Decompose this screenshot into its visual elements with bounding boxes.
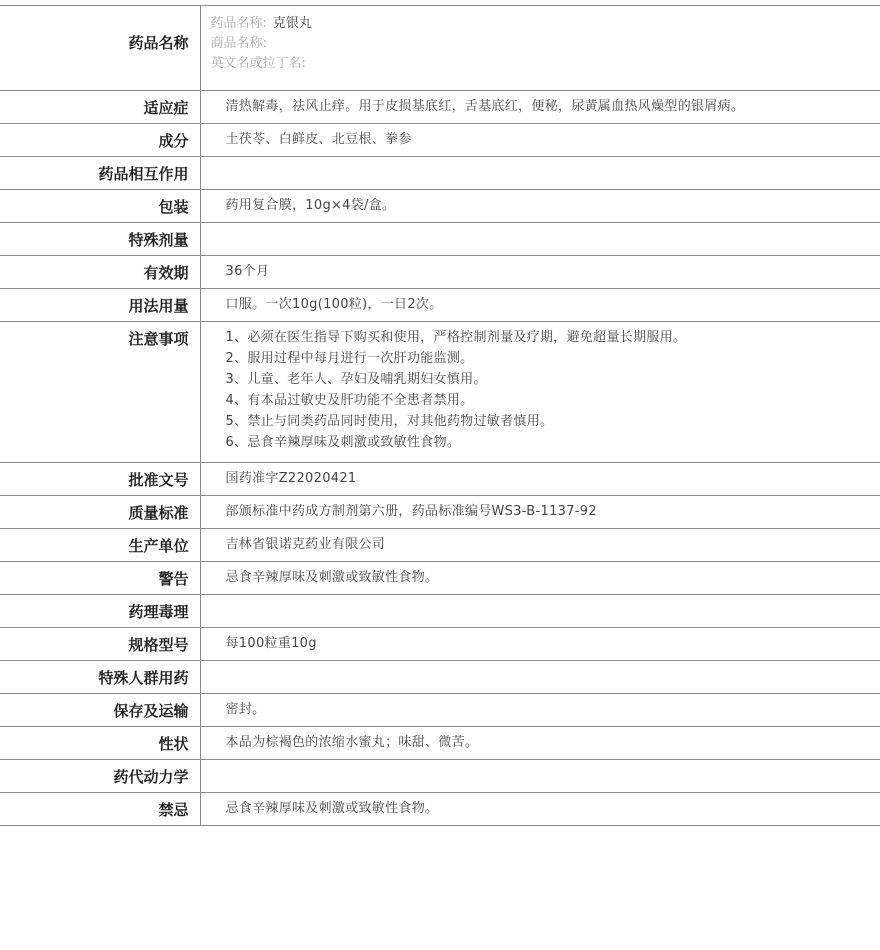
row-shelf-life: [0, 256, 880, 289]
precaution-item: 4、有本品过敏史及肝功能不全患者禁用。: [225, 393, 474, 408]
row-value: [226, 223, 880, 228]
row-usage: [0, 289, 880, 322]
row-label: 生产单位: [128, 537, 189, 555]
row-label: 特殊人群用药: [98, 669, 189, 687]
row-value: 36个月: [225, 264, 270, 279]
row-quality-standard: [0, 496, 880, 529]
row-contraindications: [0, 793, 880, 826]
row-value: 忌食辛辣厚味及刺激或致敏性食物。: [225, 570, 439, 585]
row-value: [226, 661, 880, 666]
row-manufacturer: [0, 529, 880, 562]
row-storage: [0, 694, 880, 727]
row-specification: [0, 628, 880, 661]
row-label: 有效期: [143, 264, 189, 282]
row-appearance: [0, 727, 880, 760]
precautions-list: [200, 322, 880, 463]
row-precautions: [0, 322, 880, 463]
row-pharmacokinetics: [0, 760, 880, 793]
row-label: 性状: [158, 735, 189, 753]
row-indications: [0, 91, 880, 124]
row-label: 成分: [158, 132, 189, 150]
row-label: [0, 6, 200, 91]
row-value: 口服。一次10g(100粒)，一日2次。: [225, 297, 443, 312]
row-label: 规格型号: [128, 636, 189, 654]
row-label: 用法用量: [128, 297, 189, 315]
latin-name-key: 英文名或拉丁名:: [210, 56, 306, 71]
precaution-item: 1、必须在医生指导下购买和使用，严格控制剂量及疗期，避免超量长期服用。: [225, 330, 687, 345]
precaution-item: 6、忌食辛辣厚味及刺激或致敏性食物。: [225, 435, 461, 450]
latin-name-line: [211, 54, 880, 74]
row-drug-name: [0, 6, 880, 91]
row-value: 药用复合膜，10g×4袋/盒。: [225, 198, 396, 213]
precaution-item: 2、服用过程中每月进行一次肝功能监测。: [225, 351, 474, 366]
row-label: 药品相互作用: [98, 165, 189, 183]
row-interactions: [0, 157, 880, 190]
row-label: 质量标准: [128, 504, 189, 522]
precaution-item: 5、禁止与同类药品同时使用，对其他药物过敏者慎用。: [225, 414, 554, 429]
generic-name-value: 克银丸: [272, 16, 312, 31]
row-value: 国药准字Z22020421: [225, 471, 357, 486]
row-warning: [0, 562, 880, 595]
drug-spec-table: [0, 5, 880, 826]
row-label: 特殊剂量: [128, 231, 189, 249]
row-special-dosage: [0, 223, 880, 256]
row-value: 清热解毒，祛风止痒。用于皮损基底红，舌基底红，便秘，尿黄属血热风燥型的银屑病。: [225, 99, 745, 114]
row-label: 适应症: [143, 99, 189, 117]
row-value: [226, 760, 880, 765]
row-value: 本品为棕褐色的浓缩水蜜丸；味甜、微苦。: [225, 735, 479, 750]
row-value: 土茯苓、白鲜皮、北豆根、拳参: [225, 132, 412, 147]
row-value: [226, 157, 880, 162]
row-pharmacology: [0, 595, 880, 628]
row-label: 药理毒理: [128, 603, 189, 621]
row-value: 密封。: [225, 702, 266, 717]
row-label: 药代动力学: [113, 768, 189, 786]
row-value: 每100粒重10g: [225, 636, 317, 651]
row-value: [226, 595, 880, 600]
row-label: 警告: [158, 570, 189, 588]
drug-name-label: 药品名称: [128, 34, 189, 52]
row-label: 禁忌: [158, 801, 189, 819]
row-approval-number: [0, 463, 880, 496]
row-value: 吉林省银诺克药业有限公司: [225, 537, 386, 552]
trade-name-key: 商品名称:: [210, 36, 267, 51]
precaution-item: 3、儿童、老年人、孕妇及哺乳期妇女慎用。: [225, 372, 487, 387]
row-ingredients: [0, 124, 880, 157]
row-value: 忌食辛辣厚味及刺激或致敏性食物。: [225, 801, 439, 816]
row-packaging: [0, 190, 880, 223]
row-label: 包装: [158, 198, 189, 216]
drug-name-cell: [200, 6, 880, 91]
generic-name-key: 药品名称:: [210, 16, 267, 31]
trade-name-line: [211, 34, 880, 54]
row-label: 注意事项: [128, 330, 189, 348]
row-value: 部颁标准中药成方制剂第六册，药品标准编号WS3-B-1137-92: [225, 504, 597, 519]
row-label: 批准文号: [128, 471, 189, 489]
row-special-populations: [0, 661, 880, 694]
row-label: 保存及运输: [113, 702, 189, 720]
generic-name-line: [211, 14, 880, 34]
